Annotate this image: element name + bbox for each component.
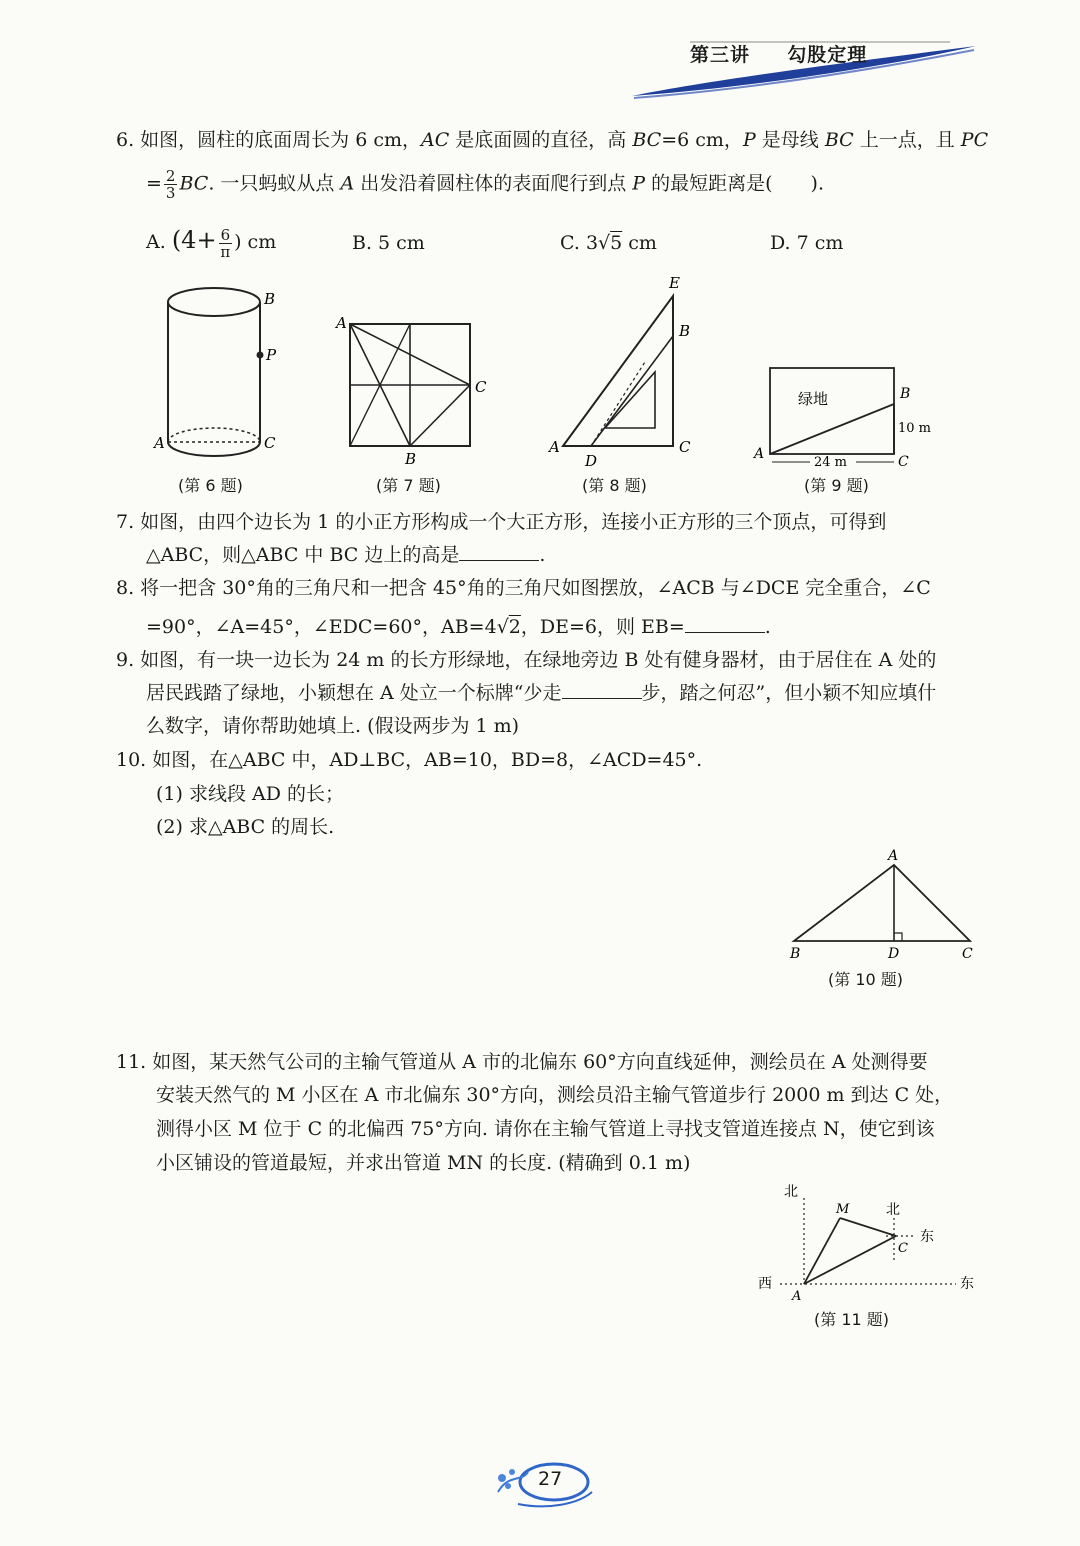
q9-line-1: 9. 如图，有一块一边长为 24 m 的长方形绿地，在绿地旁边 B 处有健身器材，由于居住在 A 处的	[116, 649, 937, 671]
q7-answer-blank	[459, 540, 539, 561]
figure-7-grid	[334, 314, 494, 466]
q9-line-2: 居民践踏了绿地，小颖想在 A 处立一个标牌“少走 步，踏之何忍”，但小颖不知应填什	[146, 678, 936, 708]
fig8-label-c: C	[679, 438, 691, 456]
fig10-label-d: D	[888, 946, 900, 962]
fig8-label-e: E	[669, 274, 680, 292]
q9-answer-blank	[562, 678, 642, 699]
fig9-label-a: A	[754, 446, 765, 462]
q6-fraction: $\frac{2}{3}$	[165, 167, 176, 202]
figure-7-caption: (第 7 题)	[376, 476, 441, 495]
q11-line-3: 测得小区 M 位于 C 的北偏西 75°方向. 请你在主输气管道上寻找支管道连接点 N，使它到该	[156, 1118, 935, 1140]
q6-option-d: D. 7 cm	[770, 232, 844, 254]
page-number: 27	[538, 1468, 563, 1490]
q9-line-3: 么数字，请你帮助她填上. (假设两步为 1 m)	[146, 715, 520, 737]
figure-8-set-squares	[545, 272, 705, 472]
figure-6-caption: (第 6 题)	[178, 476, 243, 495]
fig6-label-a: A	[154, 434, 165, 452]
q10-line-1: 10. 如图，在△ABC 中，AD⊥BC，AB=10，BD=8，∠ACD=45°.	[116, 749, 703, 771]
q11-line-1: 11. 如图，某天然气公司的主输气管道从 A 市的北偏东 60°方向直线延伸，测绘员在 A 处测得要	[116, 1051, 928, 1073]
fig7-label-c: C	[475, 378, 487, 396]
fig8-label-a: A	[549, 438, 560, 456]
q11-line-2: 安装天然气的 M 小区在 A 市北偏东 30°方向，测绘员沿主输气管道步行 2000 m 到达 C 处，	[156, 1084, 954, 1106]
figure-9-lawn	[752, 360, 942, 470]
q6-option-c: C. 3√5 cm	[560, 232, 657, 254]
fig9-label-b: B	[900, 386, 911, 402]
q8-line-1: 8. 将一把含 30°角的三角尺和一把含 45°角的三角尺如图摆放，∠ACB 与∠DCE 完全重合，∠C	[116, 577, 931, 599]
fig11-label-m: M	[836, 1202, 850, 1217]
header-lecture: 第三讲	[690, 44, 751, 66]
fig9-label-c: C	[898, 454, 909, 470]
fig10-label-c: C	[962, 946, 973, 962]
fig11-label-north-a: 北	[784, 1184, 798, 1200]
fig11-label-c: C	[898, 1241, 908, 1256]
fig6-label-p: P	[266, 346, 277, 364]
figure-10-caption: (第 10 题)	[828, 970, 904, 989]
q8-line-2: =90°，∠A=45°，∠EDC=60°，AB=4√2，DE=6，则 EB= .	[146, 612, 771, 642]
fig11-label-east-c: 东	[920, 1229, 934, 1245]
fig10-label-a: A	[888, 848, 899, 864]
fig9-label-10m: 10 m	[898, 421, 932, 436]
fig11-label-north-c: 北	[886, 1202, 900, 1218]
q11-line-4: 小区铺设的管道最短，并求出管道 MN 的长度. (精确到 0.1 m)	[156, 1152, 691, 1174]
figure-8-caption: (第 8 题)	[582, 476, 647, 495]
q6-line-1: 6. 如图，圆柱的底面周长为 6 cm，AC 是底面圆的直径，高 BC=6 cm，P 是母线 BC 上一点，且 PC	[116, 129, 989, 151]
q10-sub-1: (1) 求线段 AD 的长；	[156, 783, 344, 805]
fig9-label-24m: 24 m	[814, 455, 848, 470]
fig9-label-lawn: 绿地	[798, 390, 829, 408]
q10-sub-2: (2) 求△ABC 的周长.	[156, 816, 335, 838]
fig7-label-a: A	[336, 314, 347, 332]
q8-answer-blank	[685, 612, 765, 633]
fig11-label-a: A	[792, 1289, 802, 1304]
fig7-label-b: B	[405, 450, 417, 466]
fig10-label-b: B	[790, 946, 801, 962]
fig6-label-c: C	[264, 434, 276, 452]
figure-9-caption: (第 9 题)	[804, 476, 869, 495]
fig8-label-d: D	[585, 452, 598, 470]
figure-10-triangle	[780, 845, 980, 965]
q6-line-2: = $\frac{2}{3}$ BC. 一只蚂蚁从点 A 出发沿着圆柱体的表面爬行到点 P 的最短距离是( ).	[146, 167, 824, 202]
figure-6-cylinder	[150, 278, 290, 468]
header-title	[690, 40, 867, 67]
q6-option-a: A. (4+ $\frac{6}{\pi}$ ) cm	[146, 225, 277, 261]
fig6-label-b: B	[264, 290, 276, 308]
q6-option-b: B. 5 cm	[352, 232, 425, 254]
figure-11-map	[756, 1180, 981, 1305]
figure-11-caption: (第 11 题)	[814, 1310, 890, 1329]
fig11-label-east-a: 东	[960, 1276, 974, 1292]
fig11-label-west: 西	[758, 1276, 772, 1292]
fig8-label-b: B	[679, 322, 691, 340]
header-topic: 勾股定理	[787, 44, 868, 66]
q7-line-1: 7. 如图，由四个边长为 1 的小正方形构成一个大正方形，连接小正方形的三个顶点，可得到	[116, 511, 887, 533]
q7-line-2: △ABC，则△ABC 中 BC 边上的高是 .	[146, 540, 545, 570]
